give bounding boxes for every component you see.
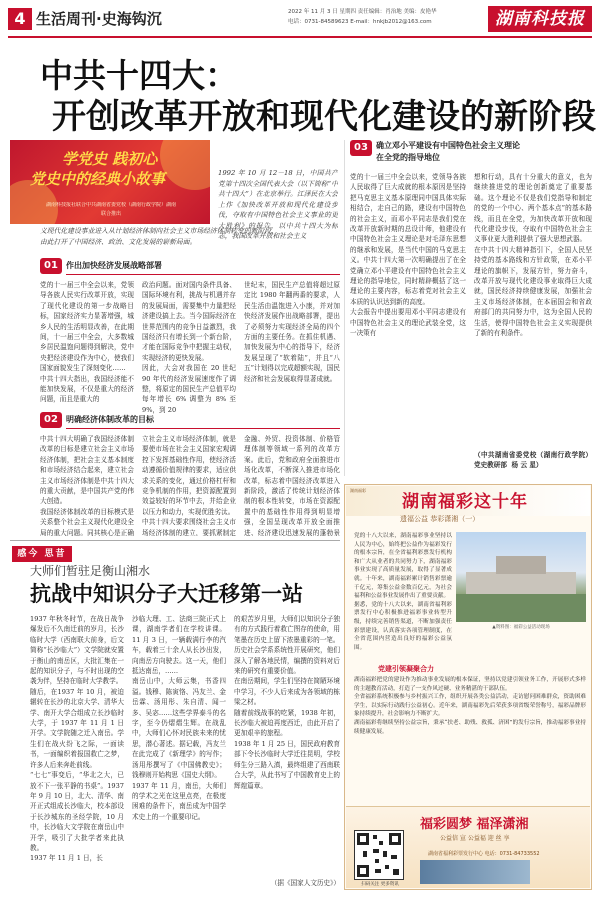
promo-title: 福彩圆梦 福泽潇湘: [420, 817, 529, 832]
section-02-col-1: 中共十四大明确了我国经济体制改革的目标是建立社会主义市场经济体制，把社会主义基本制度和市场经济结合起来，建立社会主义市场经济体制是中共十四大的重大贡献，是中国共产党的伟大创造。 我国经济体制改革的目标模式是关系整个社会主义现代化建设全局的重大问题。同其核心是正确: [40, 435, 134, 536]
lottery-brand: 湖南福彩: [350, 488, 366, 493]
lottery-byline: 遗福公益 恭彩潇湘（一）: [400, 515, 480, 523]
photo-caption: ▲资料图：福彩公益活动现场: [492, 625, 550, 630]
masthead-logo: 湖南科技报: [488, 6, 592, 32]
photo-building: [496, 556, 546, 574]
section-03-col-1: 党的十一届三中全会以来，党领导各族人民取得了巨大成就的根本原因是坚持把马克思主义基本原理同中国具体实际相结合，走自己的路，建设有中国特色的社会主义，而邓小平同志是我们党在改革开放新时期的总设计师，他建设有中国特色社会主义理论是对毛泽东思想的继承和发展，是当代中国的马克思主义。中共十四大第一次明确提出了在全党确立邓小平建设有中国特色社会主义理论的指导地位，同时精辟概括了这一理论的主要内容，标志着党对社会主义本质的认识达到新的高度。 大会报告中提出要用邓小平同志建设有中国特色社会主义的理论武装全党，这一决策有: [350, 173, 466, 338]
main-headline-line2: 开创改革开放和现代化建设的新阶段: [52, 97, 596, 137]
qr-code-icon: [355, 831, 403, 879]
lottery-subhead: 党建引领凝聚合力: [378, 665, 434, 673]
section-title: 明确经济体制改革的目标: [66, 415, 154, 424]
lede-paragraph: 义现代化建设事业进入从计划经济体制向社会主义市场经济体制转变的新阶段， 由此打开了中国经济、政治、文化发展的崭新局面。: [40, 227, 278, 246]
section-heading-03: [350, 140, 592, 166]
lottery-photo: [456, 532, 586, 622]
main-headline-line1: 中共十四大：: [40, 56, 238, 95]
section-number: 01: [40, 258, 62, 274]
feature-rule: [10, 540, 340, 541]
photo-building: [466, 572, 576, 594]
banner-title-line2: 党史中的经典小故事: [30, 170, 166, 188]
qr-code[interactable]: [354, 830, 404, 880]
section-02-col-2: 立社会主义市场经济体制，就是要使市场在社会主义国家宏观调控下发挥基础性作用，使经济活动遵循价值规律的要求，适应供求关系的变化，通过价格杠杆和竞争机制的作用，把资源配置到效益较好的环节中去，并给企业以压力和动力，实现优胜劣汰。 中共十四大要求围绕社会主义市场经济体制的建立，要抓紧制定: [142, 435, 236, 536]
page-number: 4: [8, 8, 32, 30]
column-divider: [344, 140, 345, 476]
section-02-col-3: 金融、外贸、投资体制、价格管理体制等领域一系列的改革方案。此后，党和政府全面推进市场化改革，不断深入推进市场化改革，标志着中国经济改革进入新阶段，激活了传统计划经济体制的根本性转变，市场在资源配置中的基础性作用得到明显增强，全国呈现改革开放全面推进、经济建设迅速发展的蓬勃景: [244, 435, 340, 536]
banner-subtitle: 湖南科技报社联合中共湖南省委党校（湖南行政学院）湖南: [45, 202, 176, 208]
intro-paragraph: 1992 年 10 月 12－18 日，中国共产党第十四次全国代表大会（以下简称“中共十四大”）在北京举行。江泽民在大会上作《加快改革开放和现代化建设步伐，夺取有中国特色社会主义事业的更大胜利》的报告，以中共十四大为标志，我国改革开放和社会主义: [218, 169, 338, 240]
promo-byline: 公益信 宣 公益福 迎 丝 享: [440, 835, 510, 842]
banner-decoration: [160, 140, 210, 190]
section-01-col-1: 党的十一届三中全会以来，党领导各族人民实行改革开放，实现了现代化建设的第一步战略目标，国家经济实力显著增强，城乡人民的生活明显改善，在此期间，十一届三中全会，大多数城乡居民温饱问题得到解决，党中央把经济建设作为中心，使我们国家面貌发生了深刻变化…… 中共十四大指出，我国经济能不能加快发展，不仅是重大的经济问题，而且是重大的: [40, 281, 134, 404]
banner-title-line1: 学党史 践初心: [62, 150, 158, 168]
feature-source: （据《国家人文历史》）: [270, 879, 340, 887]
section-number: 02: [40, 412, 62, 428]
section-underline: [66, 428, 340, 429]
section-underline: [66, 274, 340, 275]
section-heading-02: [40, 412, 340, 428]
section-number: 03: [350, 140, 372, 156]
feature-kicker: 感今 思昔: [12, 546, 72, 562]
lottery-intro: 党的十八大以来，湖南福彩事业坚持以人民为中心，始终把公益作为福彩发行的根本宗旨，在全省福利彩票发行机构和广大从业者的共同努力下，湖南福彩事业实现了高质量发展，取得了显著成就。十年来，湖南福彩累计销售彩票逾千亿元，筹集公益金数百亿元，为社会福利和公益事业发展作出了重要贡献。 据悉，党的十八大以来，湖南省福利彩票发行中心积极推进福彩事业转型升级，持续完善销售渠道，不断加强责任彩票建设，认真落实各项管理制度，在全省范围内营造出良好的福彩公益氛围。: [354, 533, 452, 651]
lottery-body: 湖南福彩把党的建设作为推动事业发展的根本保证，坚持以党建引领业务工作，开展形式多样的主题教育活动，打造了一支作风过硬、业务精湛的干部队伍。 全省福彩系统积极参与乡村振兴工作，组织开展各类公益活动，走访慰问困难群众，资助困难学生，以实际行动践行公益初心。近年来，湖南福彩先后荣获多项省级荣誉称号，福彩品牌形象持续提升，社会影响力不断扩大。 湖南福彩将继续坚持公益宗旨，秉承“扶老、助残、救孤、济困”的发行宗旨，推动福彩事业持续健康发展。: [354, 677, 586, 735]
promo-note: 湖南省福利彩票发行中心 电话：0731-84733552: [428, 851, 540, 857]
header-meta-date: 2022 年 11 月 3 日 星期四 责任编辑：肖治地 美编：皮艳华: [288, 9, 437, 15]
section-title-line1: 确立邓小平建设有中国特色社会主义理论: [376, 141, 520, 150]
photo-crowd: [456, 594, 586, 622]
lottery-title: 湖南福彩这十年: [402, 492, 528, 512]
header-meta-contact: 电话：0731-84589623 E-mail：hnkjb2012@163.com: [288, 19, 432, 25]
section-01-col-2: 政治问题。面对国内条件具备、国际环境有利，挑战与机遇并存的发展局面，需要集中力量把经济建设搞上去。当今国际经济在世界范围内的竞争日益激烈，我国经济只有增长到一个新台阶，才能在国际竞争中把握主动权，实现经济的更快发展。 因此，大会对我国在 20 世纪 90 年代的经济发展速度作了调整，将原定的国民生产总值平均每年增长 6% 调整为 8% 至 9%，到 20: [142, 281, 236, 414]
feature-title: 抗战中知识分子大迁移第一站: [30, 582, 303, 606]
feature-col-3: 的艰苦岁月里，大师们以知识分子独有的方式践行着救亡图存的使命，用笔墨在历史上留下浓墨重彩的一笔。 历史社会学系系统性开展研究，他们深入了解各地民情，编撰的资料对后来的研究有重要价值。 在南岳期间，学生们坚持在简陋环境中学习，不少人后来成为各领域的栋梁之材。 随着前线战事的吃紧，1938 年初，长沙临大被迫再度西迁，由此开启了更加艰辛的旅程。 1938 年 1 月 25 日，国民政府教育部下令长沙临时大学迁往昆明，学校师生分三路入滇，最终组建了西南联合大学，从此书写了中国教育史上的辉煌篇章。: [234, 615, 340, 790]
section-title-line2: 在全党的指导地位: [376, 153, 440, 162]
section-heading-01: [40, 258, 340, 274]
promo-thumbnail: [420, 860, 530, 884]
section-title: 作出加快经济发展战略部署: [66, 261, 162, 270]
header-rule: [8, 36, 592, 38]
section-name: 生活周刊·史海钩沉: [36, 10, 162, 28]
qr-label: 扫码关注 更多资讯: [361, 882, 399, 887]
section-03-source: （中共湖南省委党校（湖南行政学院）党史教研部 杨 云 星）: [474, 451, 592, 470]
section-01-col-3: 世纪末，国民生产总值将超过原定比 1980 年翻两番的要求，人民生活由温饱进入小康，并对加快经济发展作出战略部署，提出了必须努力实现经济全局的四个方面的主要任务。在抓住机遇、加快发展为中心的指导下，经济发展呈现了“软着陆”，并且“八五”计划得以完成超额实现，国民经济和社会发展取得显著成就。: [244, 281, 340, 383]
feature-col-2: 沙临大理、工、法商三院正式上课，湖南学者们在学校讲课。11 月 3 日，一辆载满行李的汽车，载着三十余人从长沙出发，向南岳方向驶去。这一天，他们抵达南岳，…… 南岳山中，大师云集，书香四溢。钱穆、陈寅恪、冯友兰、金岳霖、汤用彤、朱自清、闻一多、吴宓……这些学界泰斗的名字，至今仍熠熠生辉。在战乱中，大师们心怀对民族未来的忧思，潜心著述。据记载，冯友兰在此完成了《新理学》的写作；汤用彤撰写了《中国佛教史》；钱穆则开始构思《国史大纲》。 1937 年 11 月，南岳，大师们的学术之光在这里点亮，在极度困难的条件下，南岳成为中国学术史上的一个重要印记。: [132, 615, 226, 821]
series-banner: [10, 140, 210, 224]
feature-subtitle: 大师们暂驻足衡山湘水: [30, 564, 151, 578]
feature-col-1: 1937 年秋冬时节，在战日战争爆发后不久南迁前的岁月，长沙临时大学（西南联大前身，后文简称“长沙临大”）文学院就安置于衡山的南岳区，大批汇集在一起的知识分子，与不时出现的空袭为伴，坚持在临时大学教学。 随后，在1937 年 10 月，被迫辗转在长沙的北京大学、清华大学、南开大学合组成立长沙临时大学，于 1937 年 11 月 1 日开学。文学院随之迁入南岳。学生们在战火纷飞之际，一面读书，一面编织着报国救亡之梦，许多人后来奔赴前线。 “七七”事变后，“华北之大，已放不下一张平静的书桌”。1937 年 9 月 10 日，北大、清华、南开正式组成长沙临大，校本部设于长沙城东的圣经学院，10 月中，长沙临大文学院在南岳山中开学，吸引了大批学者来此执教。 1937 年 11 月 1 日，长: [30, 615, 124, 863]
banner-subtitle-2: 联合推出: [100, 211, 121, 217]
section-03-col-2: 想和行动，具有十分重大的意义，也为继续推进党的理论创新奠定了重要基础。这个理论不仅是我们党指导和制定的党的一个中心、两个基本点”的基本路线，而且在全党，为加快改革开放和现代化建设步伐，夺取有中国特色社会主义事业更大胜利提供了强大思想武器。 在中共十四大精神指引下，全国人民坚持党的基本路线和方针政策，在邓小平理论的旗帜下，发展方针，努力奋斗，改革开放与现代化建设事业取得巨大成就，国民经济持续健康发展，加强社会主义市场经济体制，在本届国会和省政府部门的共同努力中，这为全国人民的生活，使得中国特色社会主义实现提供了新的有利条件。: [474, 173, 592, 338]
